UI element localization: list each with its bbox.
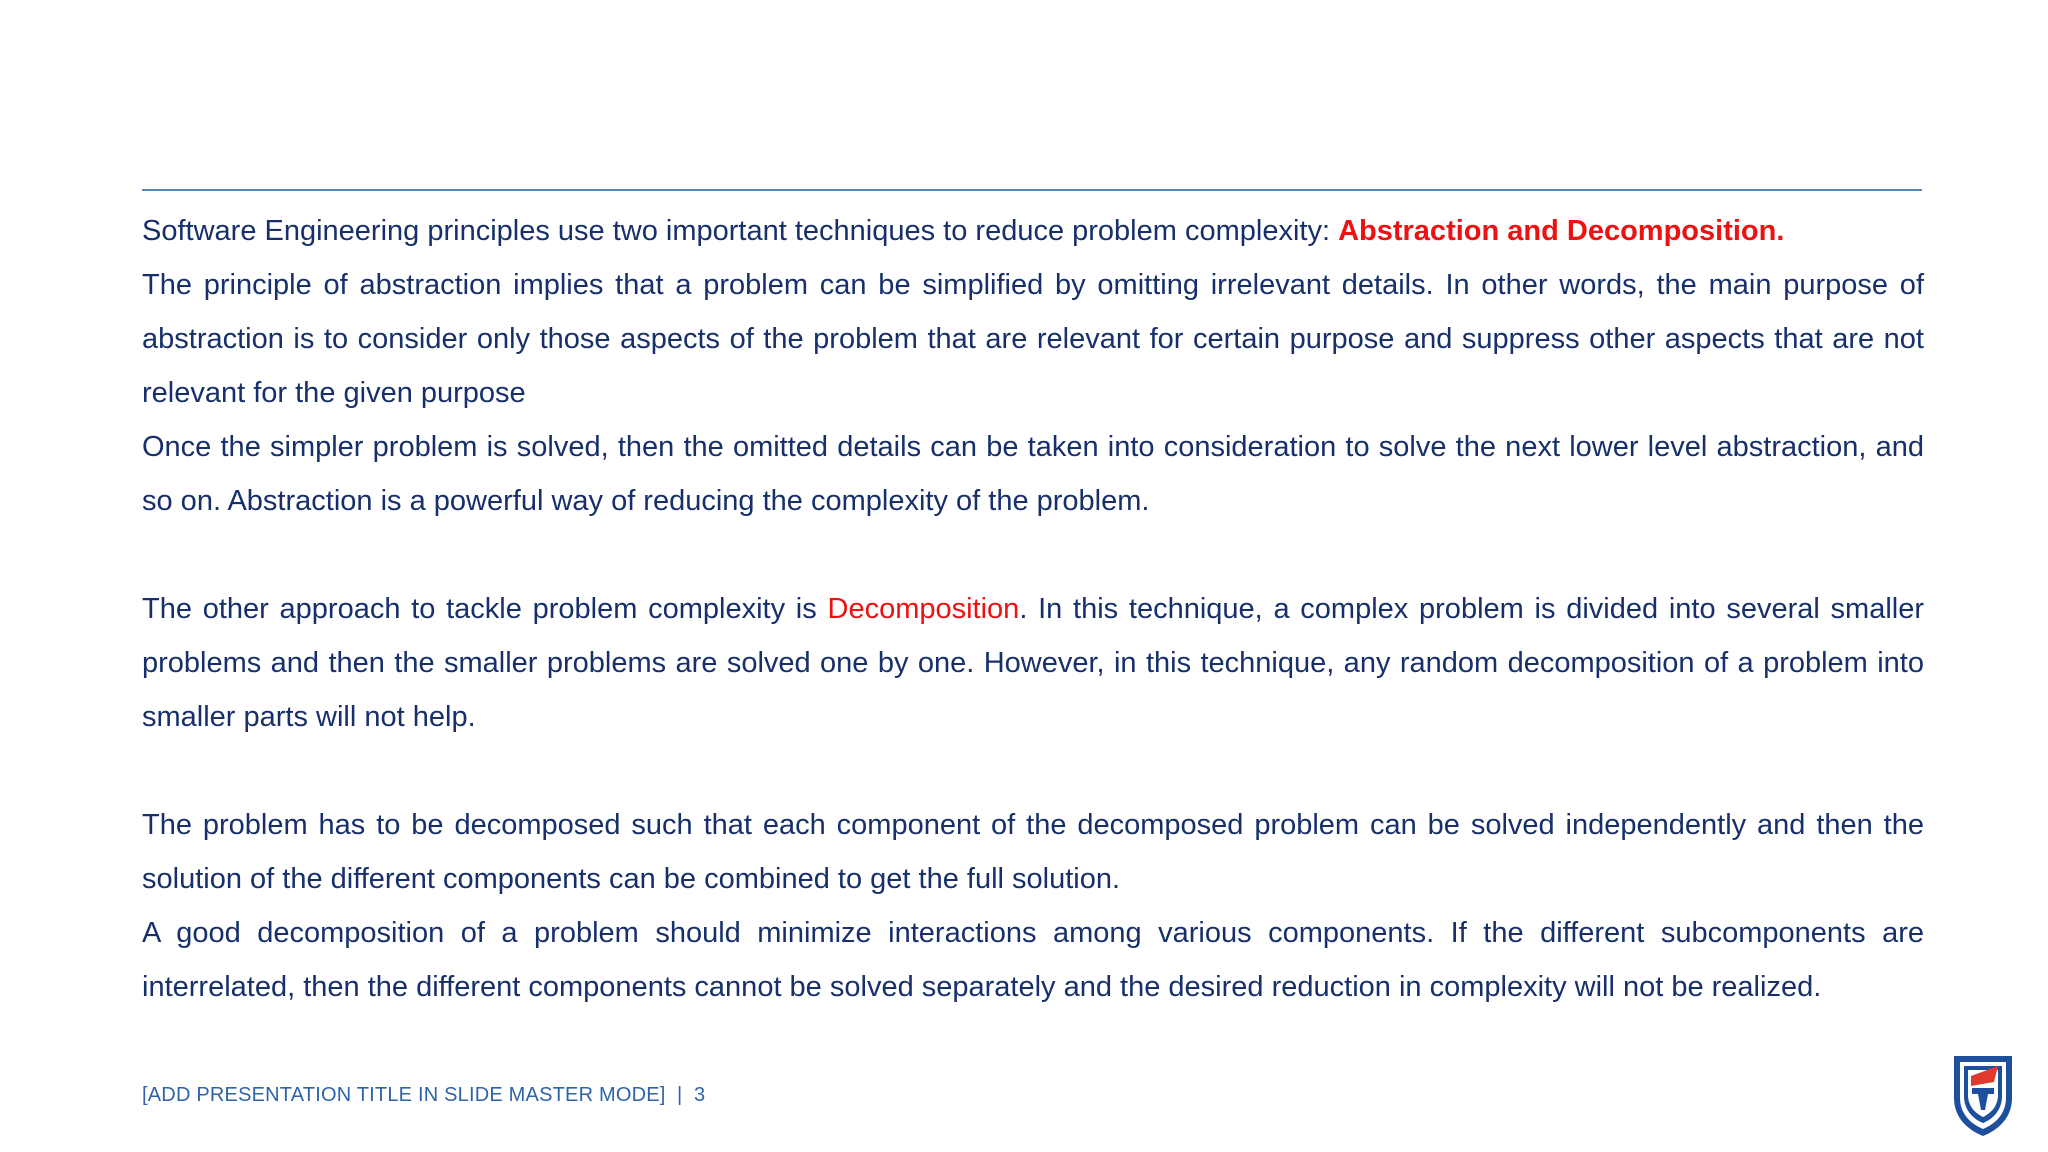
decomposition-text-after: . In this technique, a complex problem is divided into several smaller problems and then the smaller problems are solved one by one. However, in this technique, any random decomposition of a problem into smaller parts will not help. bbox=[142, 593, 1924, 733]
abstraction-paragraph: The principle of abstraction implies that a problem can be simplified by omitting irrelevant details. In other words, the main purpose of abstraction is to consider only those aspects of the problem that are relevant for certain purpose and suppress other aspects that are not relevant for the given purpose bbox=[142, 269, 1924, 409]
decomposition-highlight: Decomposition bbox=[827, 593, 1020, 625]
footer-page-number: 3 bbox=[693, 1084, 706, 1106]
intro-highlight: Abstraction and Decomposition. bbox=[1338, 215, 1785, 247]
intro-paragraph bbox=[142, 204, 1924, 258]
decomposition-text-before: The other approach to tackle problem complexity is bbox=[142, 593, 828, 625]
footer bbox=[142, 1084, 705, 1107]
decomposition-paragraph bbox=[142, 582, 1924, 744]
abstraction-followup-paragraph: Once the simpler problem is solved, then the omitted details can be taken into consideration to solve the next lower level abstraction, and so on. Abstraction is a powerful way of reducing the complexity of the problem. bbox=[142, 431, 1924, 517]
footer-separator: | bbox=[677, 1084, 683, 1106]
intro-text: Software Engineering principles use two important techniques to reduce problem complexity: bbox=[142, 215, 1339, 247]
footer-title: [ADD PRESENTATION TITLE IN SLIDE MASTER MODE] bbox=[142, 1084, 666, 1106]
slide-body bbox=[142, 204, 1924, 1014]
paragraph-spacer bbox=[142, 528, 1924, 582]
independence-paragraph: The problem has to be decomposed such that each component of the decomposed problem can be solved independently and then the solution of the different components can be combined to get the full solution. bbox=[142, 809, 1924, 895]
title-divider-line bbox=[142, 189, 1922, 191]
paragraph-spacer bbox=[142, 744, 1924, 798]
good-decomposition-paragraph: A good decomposition of a problem should minimize interactions among various components. If the different subcomponents are interrelated, then the different components cannot be solved separately and the desired reduction in complexity will not be realized. bbox=[142, 917, 1924, 1003]
university-shield-logo-icon bbox=[1950, 1052, 2016, 1138]
